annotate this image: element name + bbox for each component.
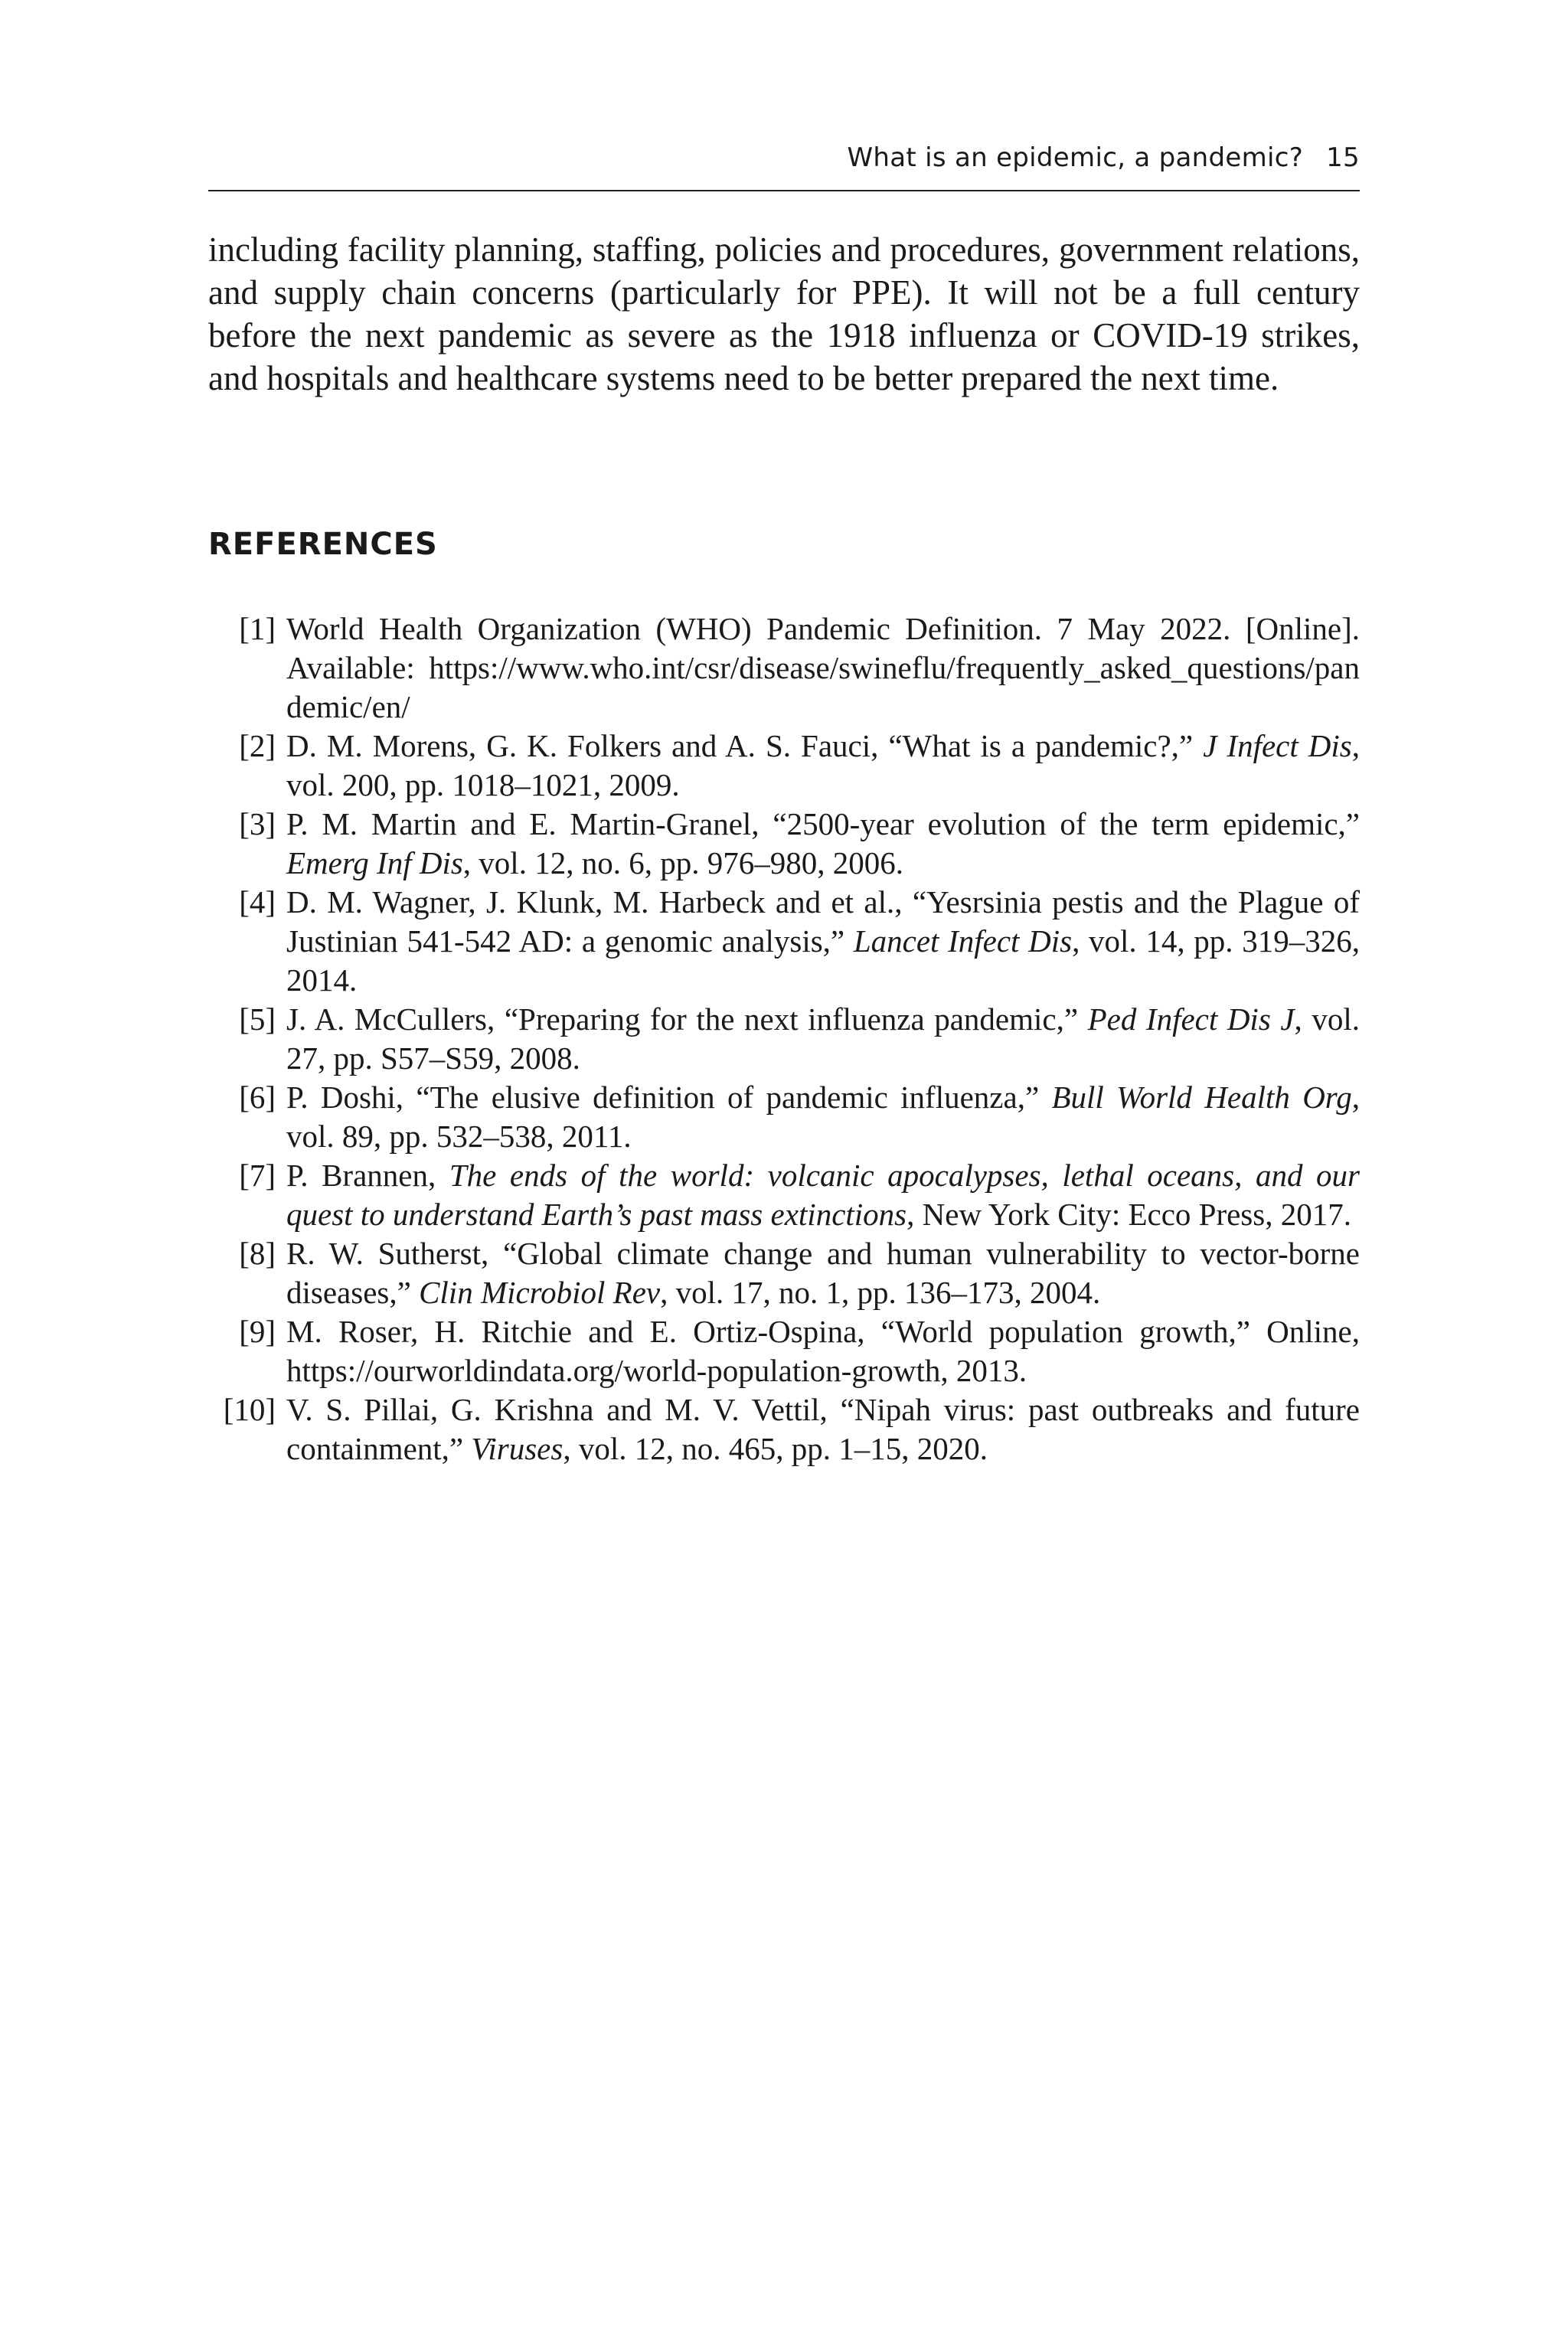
reference-book-title: The ends of the world: volcanic apocalypses, lethal oceans, and our quest to understand Earth’s past mass extinctions [286,1158,1360,1232]
reference-details: , vol. 27, pp. S57–S59, 2008. [286,1001,1360,1076]
reference-details: , vol. 17, no. 1, pp. 136–173, 2004. [660,1275,1101,1310]
reference-number: [10] [223,1392,276,1427]
reference-details: , vol. 12, no. 6, pp. 976–980, 2006. [462,845,903,880]
reference-journal: Clin Microbiol Rev [419,1275,661,1310]
reference-number: [7] [239,1158,276,1193]
reference-list [208,609,1360,1468]
reference-text: P. Brannen, [286,1158,449,1193]
reference-url: https://www.who.int/csr/disease/swineflu/frequently_asked_questions/pandemic/en/ [286,650,1360,724]
reference-item-3 [208,805,1360,883]
reference-journal: Ped Infect Dis J [1087,1001,1295,1037]
reference-item-4 [208,883,1360,1000]
chapter-title: What is an epidemic, a pandemic? [847,142,1304,173]
references-heading: REFERENCES [208,527,438,562]
reference-journal: Lancet Infect Dis [853,923,1073,959]
reference-text: D. M. Wagner, J. Klunk, M. Harbeck and et al., “Yesrsinia pestis and the Plague of Justinian 541-542 AD: a genomic analysis,” [286,884,1360,959]
reference-number: [4] [239,884,276,920]
reference-item-2 [208,727,1360,805]
reference-text: V. S. Pillai, G. Krishna and M. V. Vettil, “Nipah virus: past outbreaks and future containment,” [286,1392,1360,1466]
reference-item-10 [208,1390,1360,1468]
reference-details: , vol. 12, no. 465, pp. 1–15, 2020. [563,1431,988,1466]
reference-number: [8] [239,1236,276,1271]
running-header [847,142,1360,173]
reference-journal: Bull World Health Org [1051,1080,1352,1115]
reference-journal: J Infect Dis [1203,728,1352,763]
reference-text: J. A. McCullers, “Preparing for the next influenza pandemic,” [286,1001,1088,1037]
reference-number: [2] [239,728,276,763]
reference-details: , vol. 14, pp. 319–326, 2014. [286,923,1360,998]
reference-item-8 [208,1234,1360,1312]
reference-item-5 [208,1000,1360,1078]
reference-text: World Health Organization (WHO) Pandemic Definition. 7 May 2022. [Online]. Available: [286,611,1360,685]
reference-journal: Viruses [471,1431,564,1466]
reference-text: R. W. Sutherst, “Global climate change and human vulnerability to vector-borne diseases,” [286,1236,1360,1310]
reference-text: P. Doshi, “The elusive definition of pandemic influenza,” [286,1080,1052,1115]
reference-item-9 [208,1312,1360,1390]
reference-item-6 [208,1078,1360,1156]
reference-text: P. M. Martin and E. Martin-Granel, “2500-year evolution of the term epidemic,” [286,806,1360,841]
reference-number: [5] [239,1001,276,1037]
reference-text: M. Roser, H. Ritchie and E. Ortiz-Ospina, “World population growth,” Online, https://ourworldindata.org/world-population-growth, 2013. [286,1314,1360,1388]
reference-text: D. M. Morens, G. K. Folkers and A. S. Fauci, “What is a pandemic?,” [286,728,1204,763]
header-rule [208,190,1360,191]
reference-number: [9] [239,1314,276,1349]
reference-number: [3] [239,806,276,841]
reference-details: , vol. 200, pp. 1018–1021, 2009. [286,728,1361,802]
reference-journal: Emerg Inf Dis [286,845,463,880]
page-number: 15 [1326,142,1360,173]
reference-number: [6] [239,1080,276,1115]
reference-number: [1] [239,611,276,646]
reference-item-7 [208,1156,1360,1234]
reference-details: , New York City: Ecco Press, 2017. [906,1197,1351,1232]
reference-details: , vol. 89, pp. 532–538, 2011. [286,1080,1360,1154]
reference-item-1 [208,609,1360,727]
body-paragraph: including facility planning, staffing, policies and procedures, government relations, and supply chain concerns (particularly for PPE). It will not be a full century before the next pandemic as severe as the 1918 influenza or COVID-19 strikes, and hospitals and healthcare systems need to be better prepared the next time. [208,230,1360,397]
